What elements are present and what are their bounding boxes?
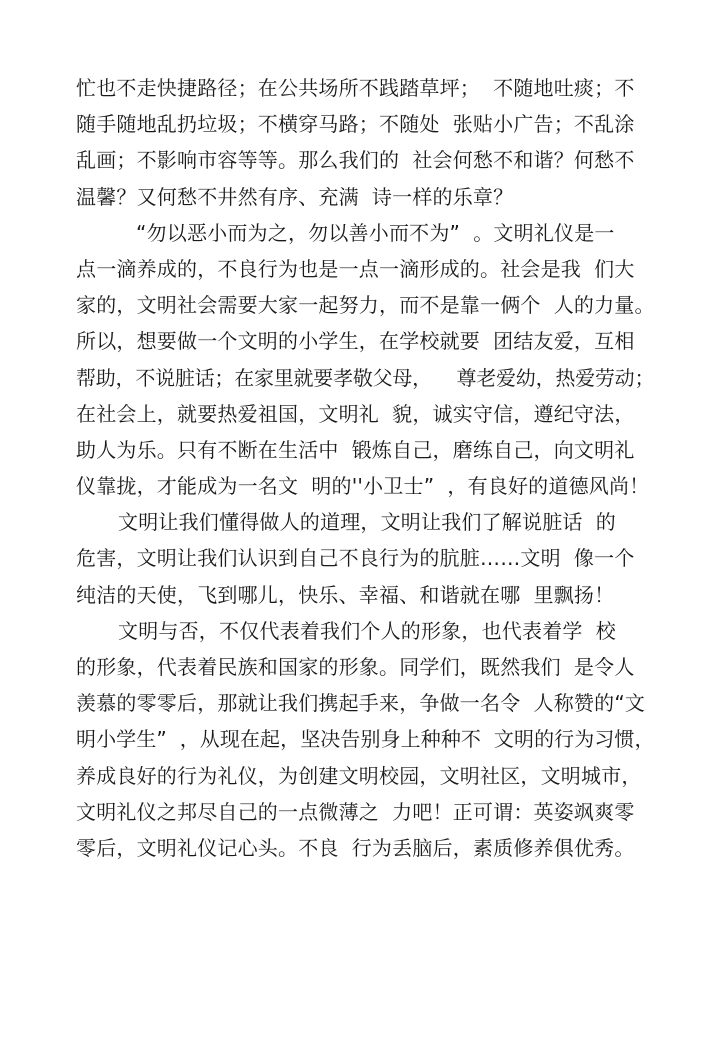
- text-line: 助人为乐。只有不断在生活中 锻炼自己，磨练自己，向文明礼: [76, 437, 635, 462]
- text-line: 明小学生” ，从现在起，坚决告别身上种种不 文明的行为习惯，: [76, 727, 655, 752]
- text-line: 羡慕的零零后，那就让我们携起手来，争做一名令 人称赞的“文: [76, 691, 646, 716]
- text-line: 在社会上，就要热爱祖国，文明礼 貌，诚实守信，遵纪守法，: [76, 401, 635, 426]
- text-line: 的形象，代表着民族和国家的形象。同学们，既然我们 是令人: [76, 655, 635, 679]
- text-line: 点一滴养成的，不良行为也是一点一滴形成的。社会是我 们大: [76, 256, 635, 281]
- paragraph-start-line: 文明让我们懂得做人的道理，文明让我们了解说脏话 的: [118, 510, 616, 535]
- text-line: 纯洁的天使，飞到哪儿，快乐、幸福、和谐就在哪 里飘扬！: [76, 582, 615, 607]
- text-line: 乱画；不影响市容等等。那么我们的 社会何愁不和谐？何愁不: [76, 148, 635, 173]
- paragraph-start-line: “勿以恶小而为之，勿以善小而不为” 。文明礼仪是一: [136, 220, 615, 245]
- text-line: 零后，文明礼仪记心头。不良 行为丢脑后，素质修养俱优秀。: [76, 835, 635, 860]
- text-line: 忙也不走快捷路径；在公共场所不践踏草坪； 不随地吐痰；不: [76, 76, 635, 100]
- text-line: 温馨？又何愁不井然有序、充满 诗一样的乐章？: [76, 184, 514, 209]
- paragraph-start-line: 文明与否，不仅代表着我们个人的形象，也代表着学 校: [118, 618, 616, 643]
- text-line: 家的，文明社会需要大家一起努力，而不是靠一俩个 人的力量。: [76, 293, 655, 318]
- document-body: [76, 70, 656, 866]
- text-line: 随手随地乱扔垃圾；不横穿马路；不随处 张贴小广告；不乱涂: [76, 112, 635, 137]
- text-line: 文明礼仪之邦尽自己的一点微薄之 力吧！正可谓：英姿飒爽零: [76, 799, 635, 824]
- text-line: 养成良好的行为礼仪，为创建文明校园，文明社区，文明城市，: [76, 763, 642, 788]
- text-line: 仪靠拢，才能成为一名文 明的''小卫士” ，有良好的道德风尚！: [76, 474, 650, 499]
- text-line: 危害，文明让我们认识到自己不良行为的肮脏……文明 像一个: [76, 546, 635, 571]
- text-line: 帮助，不说脏话；在家里就要孝敬父母， 尊老爱幼，热爱劳动；: [76, 365, 655, 390]
- text-line: 所以，想要做一个文明的小学生，在学校就要 团结友爱，互相: [76, 329, 635, 354]
